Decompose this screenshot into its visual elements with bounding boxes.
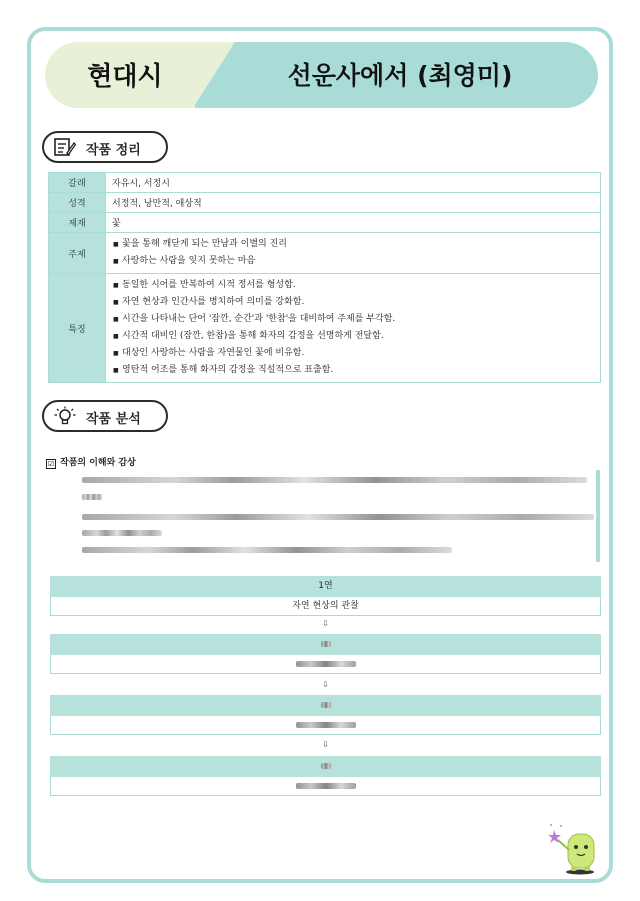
title-banner [45,42,598,108]
mascot-character-icon [548,820,604,876]
section-summary-label: 작품 정리 [86,143,141,158]
flow-arrow-2: ⇩ [322,680,329,689]
row-key: 성격 [49,193,106,213]
flow-stanza-2-label-blurred [50,634,601,655]
appreciation-body-blurred [76,470,600,562]
row-key: 주제 [49,233,106,274]
list-item: ■ 대상인 사랑하는 사람을 자연물인 꽃에 비유함. [122,345,594,362]
table-row [49,213,601,233]
table-row [49,193,601,213]
table-row [49,274,601,383]
section-summary-header [42,131,168,163]
flow-stanza-4-label-blurred [50,756,601,777]
row-value [106,274,601,383]
poem-title: 선운사에서 (최영미) [287,61,513,90]
flow-stanza-2-content-blurred [50,655,601,674]
section-analysis-label: 작품 분석 [86,412,141,427]
row-value: 꽃 [106,213,601,233]
list-item: ■ 시간적 대비인 (잠깐, 한참)을 통해 화자의 감정을 선명하게 전달함. [122,328,594,345]
list-item: ■ 시간을 나타내는 단어 '잠깐, 순간'과 '한참'을 대비하여 주제를 부각함. [122,311,594,328]
section-analysis-header [42,400,168,432]
row-value: 자유시, 서정시 [106,173,601,193]
list-item: ■ 꽃을 통해 깨닫게 되는 만남과 이별의 진리 [122,236,594,253]
genre-label: 현대시 [87,62,163,92]
flow-stanza-3-content-blurred [50,716,601,735]
flow-stanza-3-label-blurred [50,695,601,716]
flow-arrow-3: ⇩ [322,740,329,749]
summary-table [48,172,601,383]
list-item: ■ 자연 현상과 인간사를 병치하여 의미를 강화함. [122,294,594,311]
table-row [49,233,601,274]
row-key: 특징 [49,274,106,383]
list-item: ■ 사랑하는 사람을 잊지 못하는 마음 [122,253,594,270]
flow-stanza-1-content: 자연 현상의 관찰 [50,597,601,616]
row-value: 서정적, 낭만적, 애상적 [106,193,601,213]
list-item: ■ 동일한 시어를 반복하여 시적 정서를 형성함. [122,277,594,294]
appreciation-title [46,455,136,469]
list-item: ■ 영탄적 어조를 통해 화자의 감정을 직설적으로 표출함. [122,362,594,379]
row-key: 제재 [49,213,106,233]
flow-stanza-1-label: 1연 [50,576,601,597]
row-value [106,233,601,274]
flow-arrow-1: ⇩ [322,619,329,628]
lightbulb-icon [54,406,76,426]
notepad-pen-icon [54,137,76,157]
table-row [49,173,601,193]
checkbox-icon: ☑ [47,460,55,468]
flow-stanza-4-content-blurred [50,777,601,796]
row-key: 갈래 [49,173,106,193]
appreciation-title-text: 작품의 이해와 감상 [60,458,136,468]
